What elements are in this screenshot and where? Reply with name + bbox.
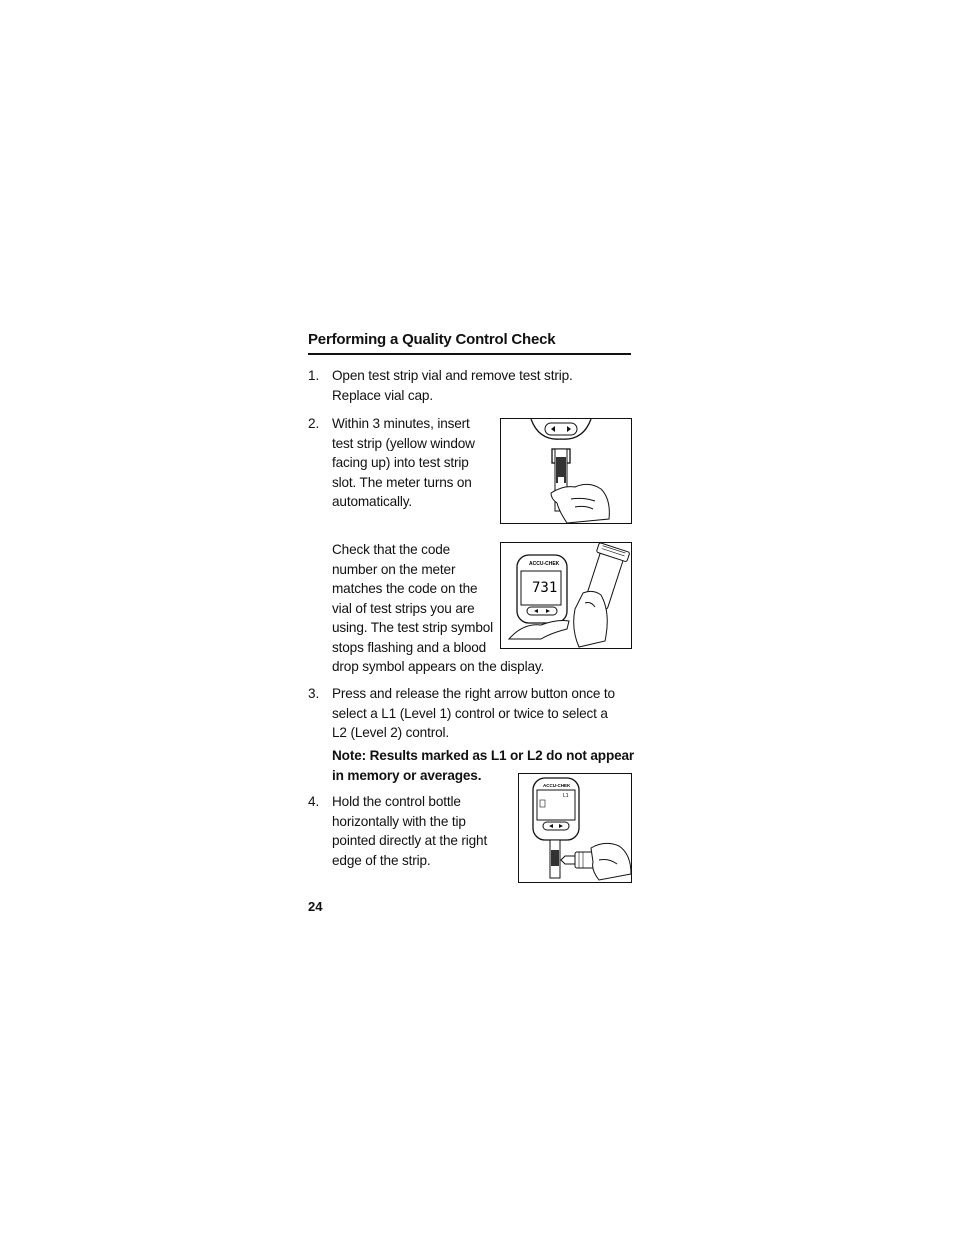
step-1-line: Open test strip vial and remove test strip. [332,368,573,383]
step-4-line: Hold the control bottle [332,794,461,809]
control-solution-illustration [518,773,632,883]
step-4-text [332,792,487,870]
page-title: Performing a Quality Control Check [308,331,631,355]
step-2-text [332,414,475,512]
step-1-line: Replace vial cap. [332,387,433,403]
step-3-line: select a L1 (Level 1) control or twice to select a [332,705,608,721]
step-2-number: 2. [308,416,320,431]
step-1-number: 1. [308,368,320,383]
meter-brand-label: ACCU-CHEK [529,561,560,567]
meter-brand-label-2: ACCU-CHEK [543,783,571,788]
memory-note-line: Note: Results marked as L1 or L2 do not appear [332,748,635,763]
strip-insertion-illustration [500,418,632,524]
code-check-line: stops flashing and a blood [332,639,487,655]
page-number: 24 [308,899,323,914]
step-2-line: slot. The meter turns on [332,474,472,490]
code-check-line: Check that the code [332,542,451,557]
step-1-text [332,366,573,405]
code-comparison-illustration [500,542,632,649]
step-3-text [332,684,615,743]
step-4-number: 4. [308,794,320,809]
step-4-line: pointed directly at the right [332,833,488,848]
code-check-line: number on the meter [332,561,456,577]
step-3-line: L2 (Level 2) control. [332,725,449,740]
memory-note-line: in memory or averages. [332,767,482,783]
step-2-line: Within 3 minutes, insert [332,416,470,431]
code-check-line: using. The test strip symbol [332,620,494,635]
code-check-line: drop symbol appears on the display. [332,659,545,674]
step-2-line: test strip (yellow window [332,435,475,451]
step-2-line: facing up) into test strip [332,455,469,470]
meter-level-label: L1 [563,793,569,799]
code-check-line: matches the code on the [332,581,478,596]
code-check-line: vial of test strips you are [332,600,475,616]
step-4-line: edge of the strip. [332,852,431,868]
meter-code-display: 731 [532,580,558,596]
step-3-number: 3. [308,686,320,701]
step-3-line: Press and release the right arrow button once to [332,686,615,701]
step-4-line: horizontally with the tip [332,813,466,829]
step-2-line: automatically. [332,494,412,509]
